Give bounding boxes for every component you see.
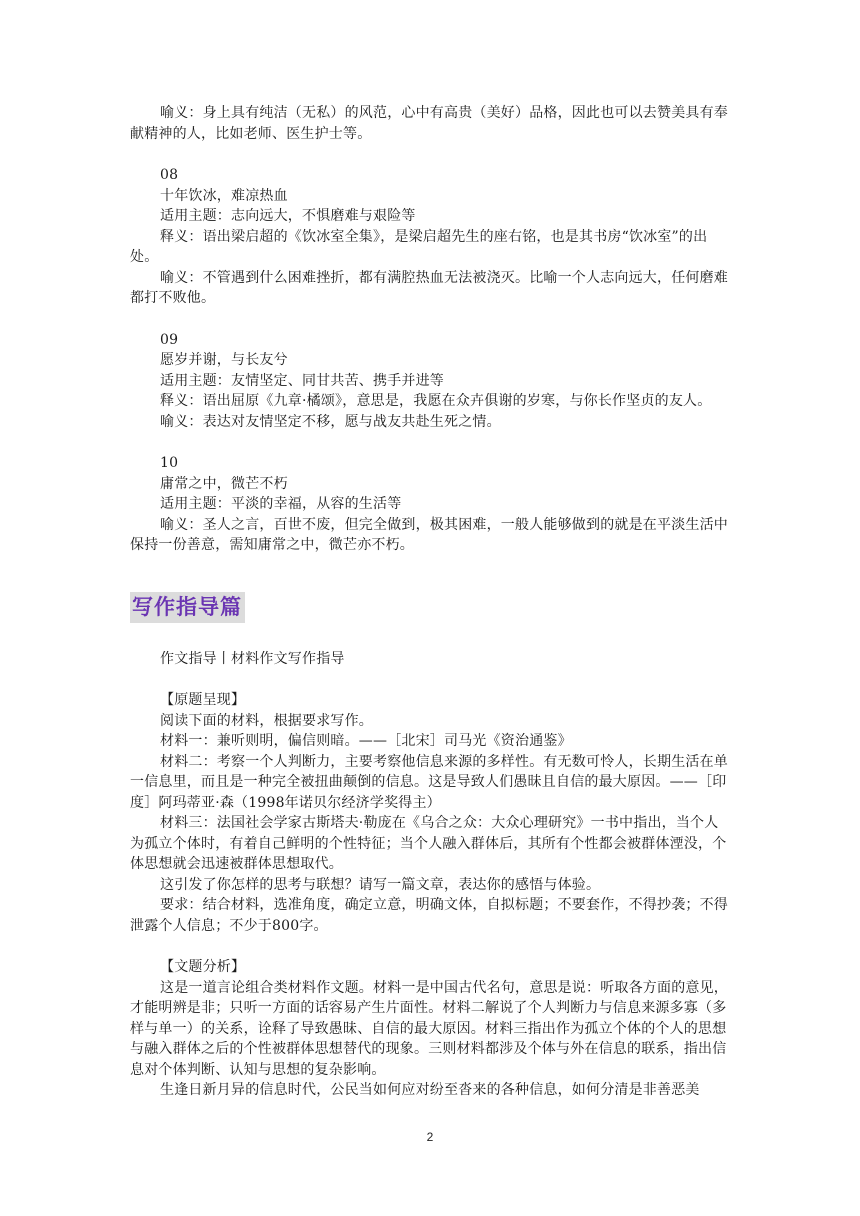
paragraph-spacer xyxy=(130,669,732,690)
paragraph: 08 xyxy=(160,167,179,183)
paragraph-spacer xyxy=(130,432,732,453)
paragraph: 释义：语出屈原《九章·橘颂》，意思是，我愿在众卉俱谢的岁寒，与你长作坚贞的友人。 xyxy=(160,393,712,409)
paragraph: 材料一：兼听则明，偏信则暗。——［北宋］司马光《资治通鉴》 xyxy=(160,733,572,749)
paragraph: 材料二：考察一个人判断力，主要考察他信息来源的多样性。有无数可怜人，长期生活在单一信息里，而且是一种完全被扭曲颠倒的信息。这是导致人们愚昧且自信的最大原因。——［印度］阿玛蒂亚·森（1998年诺贝尔经济学奖得主） xyxy=(130,753,728,811)
section-heading-row xyxy=(130,592,732,623)
paragraph: 十年饮冰，难凉热血 xyxy=(160,187,288,204)
document-body xyxy=(130,103,732,1101)
paragraph: 这是一道言论组合类材料作文题。材料一是中国古代名句，意思是说：听取各方面的意见，才能明辨是非；只听一方面的话容易产生片面性。材料二解说了个人判断力与信息来源多寡（多样与单一）的关系，诠释了导致愚昧、自信的最大原因。材料三指出作为孤立个体的个人的思想与融入群体之后的个性被群体思想替代的现象。三则材料都涉及个体与外在信息的联系，指出信息对个体判断、认知与思想的复杂影响。 xyxy=(130,979,728,1078)
page-number: 2 xyxy=(426,1130,434,1144)
paragraph-spacer xyxy=(130,936,732,957)
paragraph: 09 xyxy=(160,331,179,348)
paragraph: 适用主题：志向远大，不惧磨难与艰险等 xyxy=(160,208,416,224)
heading-spacer xyxy=(130,623,732,649)
paragraph: 喻义：不管遇到什么困难挫折，都有满腔热血无法被浇灭。比喻一个人志向远大，任何磨难都打不败他。 xyxy=(130,269,728,306)
paragraph: 喻义：表达对友情坚定不移，愿与战友共赴生死之情。 xyxy=(160,413,501,430)
paragraph: 【文题分析】 xyxy=(160,959,246,975)
paragraph: 愿岁并谢，与长友兮 xyxy=(160,352,288,368)
paragraph: 10 xyxy=(160,455,179,471)
paragraph: 适用主题：友情坚定、同甘共苦、携手并进等 xyxy=(160,372,444,389)
paragraph: 喻义：圣人之言，百世不废，但完全做到，极其困难，一般人能够做到的就是在平淡生活中保持一份善意，需知庸常之中，微芒亦不朽。 xyxy=(130,516,728,553)
section-heading: 写作指导篇 xyxy=(130,592,245,623)
paragraph: 阅读下面的材料，根据要求写作。 xyxy=(160,712,373,729)
paragraph: 生逢日新月异的信息时代，公民当如何应对纷至沓来的各种信息，如何分清是非善恶美 xyxy=(160,1082,700,1098)
paragraph: 喻义：身上具有纯洁（无私）的风范，心中有高贵（美好）品格，因此也可以去赞美具有奉献精神的人，比如老师、医生护士等。 xyxy=(130,105,728,142)
paragraph: 这引发了你怎样的思考与联想？请写一篇文章，表达你的感悟与体验。 xyxy=(160,876,601,893)
paragraph: 要求：结合材料，选准角度，确定立意，明确文体，自拟标题；不要套作，不得抄袭；不得泄露个人信息；不少于800字。 xyxy=(130,897,728,934)
paragraph: 材料三：法国社会学家古斯塔夫·勒庞在《乌合之众：大众心理研究》一书中指出，当个人为孤立个体时，有着自己鲜明的个性特征；当个人融入群体后，其所有个性都会被群体湮没，个体思想就会迅速被群体思想取代。 xyxy=(130,815,727,872)
paragraph-spacer xyxy=(130,144,732,165)
paragraph: 【原题呈现】 xyxy=(160,692,246,708)
paragraph: 庸常之中，微芒不朽 xyxy=(160,475,288,492)
paragraph: 适用主题：平淡的幸福，从容的生活等 xyxy=(160,496,402,512)
section-spacer xyxy=(130,556,732,592)
paragraph: 释义：语出梁启超的《饮冰室全集》，是梁启超先生的座右铭，也是其书房“饮冰室”的出处。 xyxy=(130,228,708,265)
paragraph: 作文指导丨材料作文写作指导 xyxy=(160,650,345,667)
paragraph-spacer xyxy=(130,309,732,330)
